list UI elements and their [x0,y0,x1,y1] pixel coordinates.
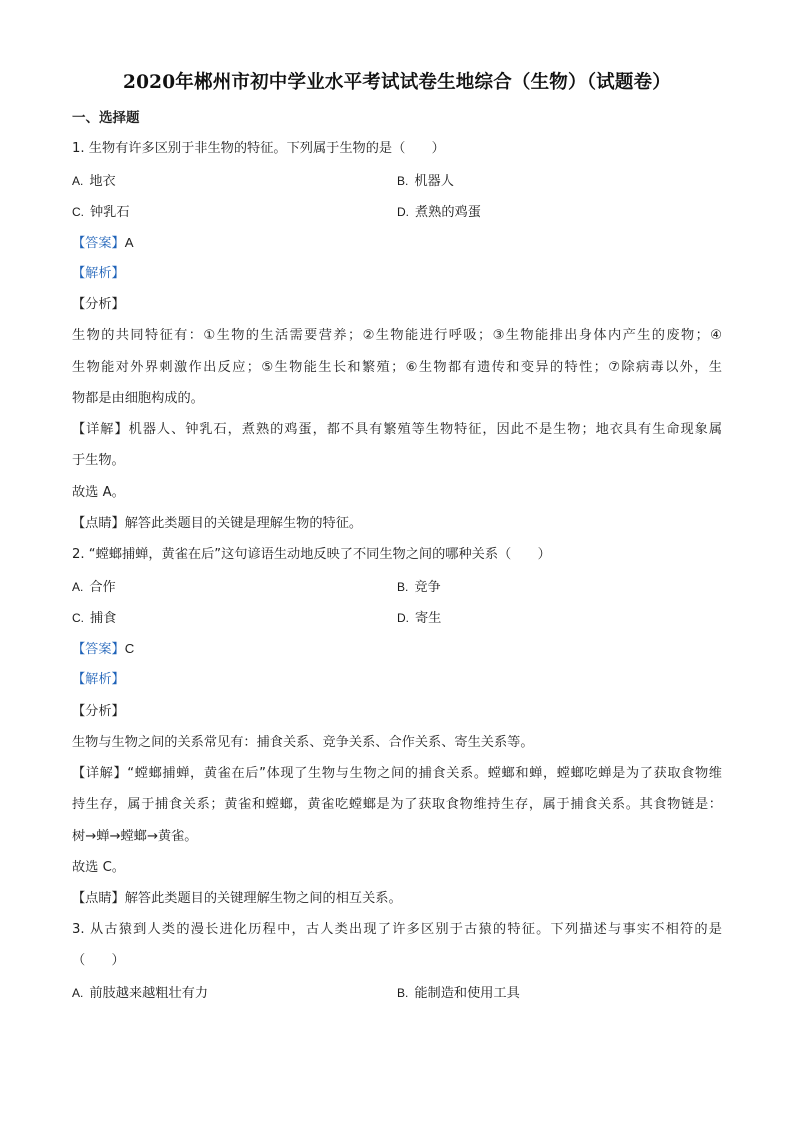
q2-option-d [397,608,441,629]
q1-fenxi-line-2: 生物能对外界刺激作出反应；⑤生物能生长和繁殖；⑥生物都有遗传和变异的特性；⑦除病毒以外，生 [72,360,722,375]
q1-detail-text-1: 机器人、钟乳石，煮熟的鸡蛋，都不具有繁殖等生物特征，因此不是生物；地衣具有生命现象属 [128,422,722,437]
q3-option-b [397,983,520,1004]
question-1-stem: 1. 生物有许多区别于非生物的特征。下列属于生物的是（ ） [72,141,445,156]
q2-option-d-text: 寄生 [415,611,442,626]
q2-option-b-text: 竞争 [414,580,441,595]
q1-fenxi-line-3: 物都是由细胞构成的。 [72,391,204,406]
q1-fenxi-line-1: 生物的共同特征有：①生物的生活需要营养；②生物能进行呼吸；③生物能排出身体内产生的废物；④ [72,328,722,343]
q2-detail-line-3: 树→蝉→螳螂→黄雀。 [72,829,198,844]
q2-option-c-letter: C. [72,611,84,625]
q2-detail-text-1: “螳螂捕蝉，黄雀在后”体现了生物与生物之间的捕食关系。螳螂和蝉，螳螂吃蝉是为了获取食物维 [127,766,722,781]
q1-fenxi-label: 【分析】 [72,297,125,312]
q2-tip-label: 【点睛】 [72,891,125,906]
q2-option-d-letter: D. [397,611,409,625]
q3-option-a [72,983,208,1004]
q3-option-b-text: 能制造和使用工具 [414,986,520,1001]
q2-option-b [397,577,441,598]
q1-option-a [72,171,116,192]
q1-answer [72,233,134,254]
q1-tip-label: 【点睛】 [72,516,125,531]
q1-conclusion: 故选 A。 [72,485,125,500]
q1-option-c-text: 钟乳石 [90,205,130,220]
question-2-stem: 2. “螳螂捕蝉，黄雀在后”这句谚语生动地反映了不同生物之间的哪种关系（ ） [72,547,551,562]
document-title: 2020年郴州市初中学业水平考试试卷生地综合（生物）（试题卷） [123,72,671,93]
q2-fenxi-label: 【分析】 [72,704,125,719]
q1-answer-label: 【答案】 [72,236,125,251]
q2-analysis-label: 【解析】 [72,672,125,687]
q2-answer-value: C [124,641,135,656]
q1-answer-value: A [124,235,134,250]
q1-option-d-text: 煮熟的鸡蛋 [415,205,481,220]
q2-detail-line-1 [72,764,722,784]
q2-conclusion: 故选 C。 [72,860,125,875]
q2-tip-text: 解答此类题目的关键理解生物之间的相互关系。 [124,891,402,906]
q2-option-a-text: 合作 [89,580,116,595]
q1-tip [72,514,362,534]
q1-option-c-letter: C. [72,205,84,219]
q2-detail-line-2: 持生存，属于捕食关系；黄雀和螳螂，黄雀吃螳螂是为了获取食物维持生存，属于捕食关系。其食物链是： [72,797,722,812]
q1-option-c [72,202,130,223]
q1-option-d [397,202,481,223]
q2-option-b-letter: B. [397,580,409,594]
question-3-stem-line-1: 3. 从古猿到人类的漫长进化历程中，古人类出现了许多区别于古猿的特征。下列描述与事实不相符的是 [72,922,722,937]
q1-analysis-label: 【解析】 [72,266,125,281]
q1-tip-text: 解答此类题目的关键是理解生物的特征。 [124,516,363,531]
q2-option-c-text: 捕食 [90,611,117,626]
q2-option-c [72,608,116,629]
q1-option-b [397,171,454,192]
q2-answer-label: 【答案】 [72,642,125,657]
q2-option-a [72,577,116,598]
q2-fenxi-line-1: 生物与生物之间的关系常见有：捕食关系、竞争关系、合作关系、寄生关系等。 [72,735,534,750]
q2-answer [72,639,134,660]
q1-detail-line-1 [72,420,722,440]
q1-detail-line-2: 于生物。 [72,453,125,468]
q2-detail-label: 【详解】 [72,766,128,781]
question-3-stem-line-2: （ ） [72,953,125,968]
q3-option-b-letter: B. [397,986,409,1000]
q1-option-b-text: 机器人 [414,174,454,189]
q1-detail-label: 【详解】 [72,422,129,437]
section-heading: 一、选择题 [72,110,140,126]
q2-option-a-letter: A. [72,580,84,594]
q3-option-a-text: 前肢越来越粗壮有力 [89,986,209,1001]
q2-tip [72,889,402,909]
q3-option-a-letter: A. [72,986,84,1000]
q1-option-d-letter: D. [397,205,409,219]
q1-option-a-letter: A. [72,174,84,188]
q1-option-b-letter: B. [397,174,409,188]
q1-option-a-text: 地衣 [89,174,116,189]
